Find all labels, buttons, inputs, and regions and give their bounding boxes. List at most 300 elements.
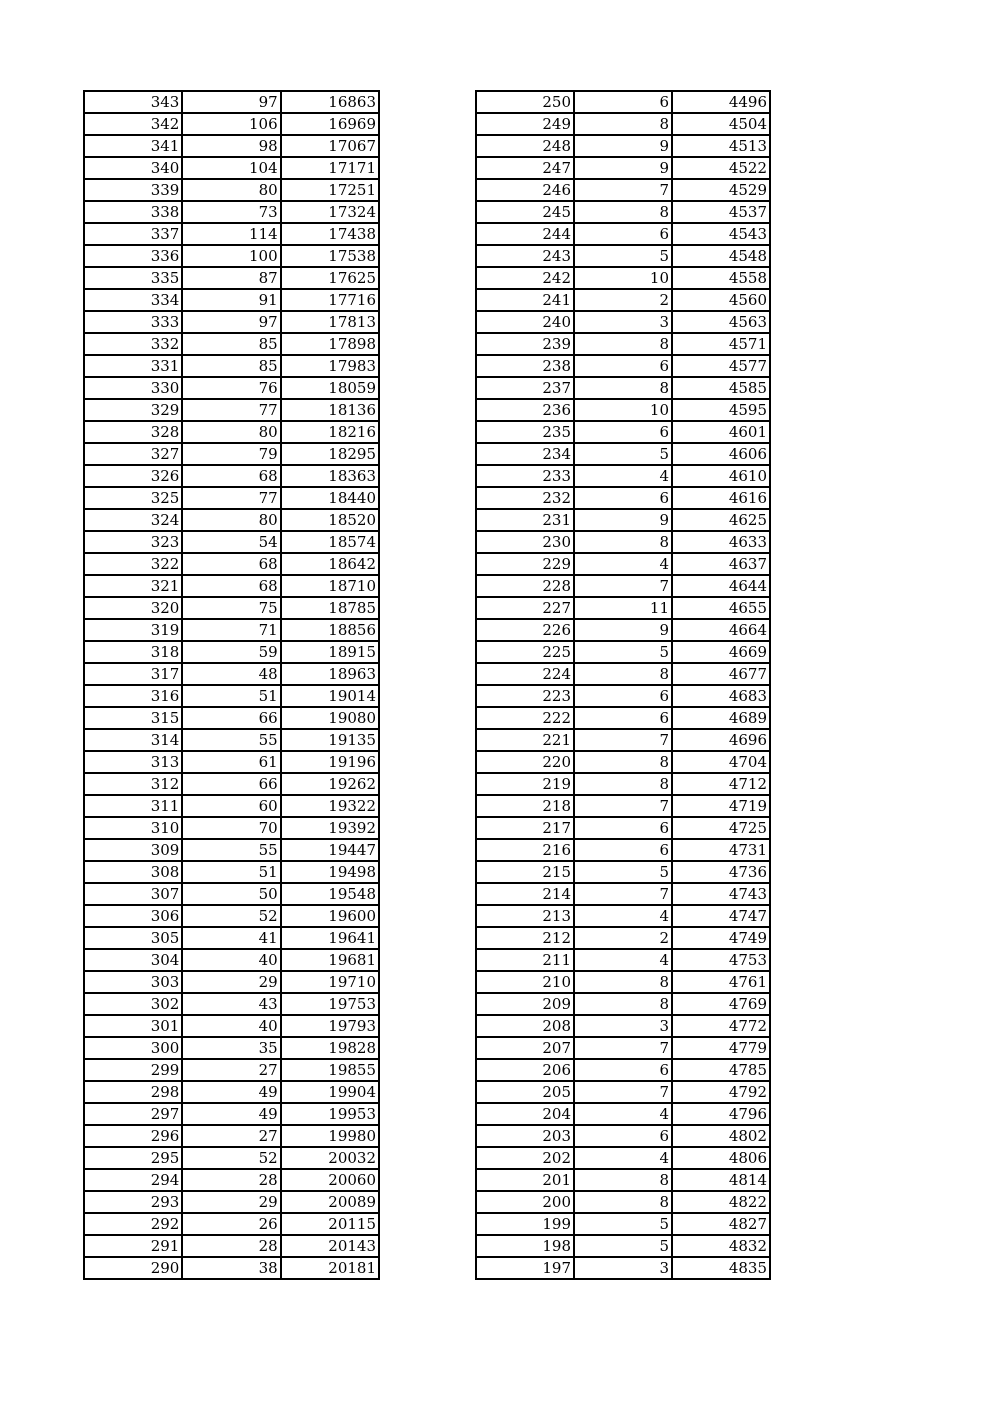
score-cell: 207: [476, 1037, 574, 1059]
score-cell: 333: [84, 311, 182, 333]
count-cell: 51: [182, 861, 280, 883]
score-cell: 230: [476, 531, 574, 553]
table-row: [476, 883, 770, 905]
count-cell: 7: [574, 883, 672, 905]
cumulative-cell: 19392: [281, 817, 379, 839]
count-cell: 106: [182, 113, 280, 135]
score-cell: 250: [476, 91, 574, 113]
cumulative-cell: 19548: [281, 883, 379, 905]
table-row: [476, 113, 770, 135]
cumulative-cell: 19904: [281, 1081, 379, 1103]
count-cell: 8: [574, 1191, 672, 1213]
score-cell: 331: [84, 355, 182, 377]
count-cell: 114: [182, 223, 280, 245]
table-row: [476, 817, 770, 839]
count-cell: 66: [182, 707, 280, 729]
table-row: [84, 245, 379, 267]
table-row: [476, 1213, 770, 1235]
table-row: [476, 1257, 770, 1279]
cumulative-cell: 17983: [281, 355, 379, 377]
table-row: [476, 927, 770, 949]
count-cell: 6: [574, 1125, 672, 1147]
count-cell: 55: [182, 729, 280, 751]
cumulative-cell: 18856: [281, 619, 379, 641]
cumulative-cell: 18295: [281, 443, 379, 465]
count-cell: 7: [574, 729, 672, 751]
count-cell: 70: [182, 817, 280, 839]
count-cell: 6: [574, 223, 672, 245]
table-row: [476, 553, 770, 575]
cumulative-cell: 19980: [281, 1125, 379, 1147]
score-cell: 341: [84, 135, 182, 157]
table-row: [84, 1059, 379, 1081]
cumulative-cell: 4601: [672, 421, 770, 443]
count-cell: 6: [574, 707, 672, 729]
score-cell: 248: [476, 135, 574, 157]
table-row: [476, 619, 770, 641]
cumulative-cell: 19641: [281, 927, 379, 949]
table-row: [84, 729, 379, 751]
score-cell: 308: [84, 861, 182, 883]
score-cell: 309: [84, 839, 182, 861]
score-cell: 224: [476, 663, 574, 685]
count-cell: 6: [574, 1059, 672, 1081]
score-cell: 336: [84, 245, 182, 267]
score-cell: 237: [476, 377, 574, 399]
cumulative-cell: 19828: [281, 1037, 379, 1059]
cumulative-cell: 18363: [281, 465, 379, 487]
table-row: [84, 905, 379, 927]
table-row: [84, 399, 379, 421]
table-row: [84, 91, 379, 113]
count-cell: 8: [574, 751, 672, 773]
score-cell: 245: [476, 201, 574, 223]
count-cell: 97: [182, 91, 280, 113]
score-cell: 342: [84, 113, 182, 135]
cumulative-cell: 17625: [281, 267, 379, 289]
cumulative-cell: 18574: [281, 531, 379, 553]
score-cell: 306: [84, 905, 182, 927]
score-cell: 229: [476, 553, 574, 575]
score-cell: 317: [84, 663, 182, 685]
score-cell: 199: [476, 1213, 574, 1235]
score-cell: 208: [476, 1015, 574, 1037]
score-cell: 236: [476, 399, 574, 421]
table-row: [84, 113, 379, 135]
score-cell: 214: [476, 883, 574, 905]
score-cell: 235: [476, 421, 574, 443]
cumulative-cell: 20060: [281, 1169, 379, 1191]
cumulative-cell: 4616: [672, 487, 770, 509]
count-cell: 59: [182, 641, 280, 663]
score-cell: 234: [476, 443, 574, 465]
cumulative-cell: 4606: [672, 443, 770, 465]
score-cell: 215: [476, 861, 574, 883]
cumulative-cell: 20115: [281, 1213, 379, 1235]
table-row: [84, 443, 379, 465]
cumulative-cell: 17324: [281, 201, 379, 223]
cumulative-cell: 4704: [672, 751, 770, 773]
score-cell: 223: [476, 685, 574, 707]
score-cell: 338: [84, 201, 182, 223]
score-cell: 240: [476, 311, 574, 333]
score-cell: 326: [84, 465, 182, 487]
cumulative-cell: 20089: [281, 1191, 379, 1213]
score-cell: 327: [84, 443, 182, 465]
table-row: [84, 201, 379, 223]
score-cell: 297: [84, 1103, 182, 1125]
count-cell: 68: [182, 553, 280, 575]
table-row: [476, 971, 770, 993]
cumulative-cell: 17067: [281, 135, 379, 157]
score-cell: 312: [84, 773, 182, 795]
cumulative-cell: 19322: [281, 795, 379, 817]
table-row: [84, 707, 379, 729]
score-cell: 242: [476, 267, 574, 289]
cumulative-cell: 4529: [672, 179, 770, 201]
table-row: [476, 377, 770, 399]
count-cell: 6: [574, 817, 672, 839]
cumulative-cell: 20181: [281, 1257, 379, 1279]
cumulative-cell: 20032: [281, 1147, 379, 1169]
score-cell: 220: [476, 751, 574, 773]
score-cell: 244: [476, 223, 574, 245]
count-cell: 8: [574, 993, 672, 1015]
table-row: [476, 993, 770, 1015]
table-row: [476, 707, 770, 729]
count-cell: 48: [182, 663, 280, 685]
count-cell: 49: [182, 1103, 280, 1125]
cumulative-cell: 18216: [281, 421, 379, 443]
cumulative-cell: 4743: [672, 883, 770, 905]
cumulative-cell: 18136: [281, 399, 379, 421]
count-cell: 100: [182, 245, 280, 267]
table-row: [84, 1169, 379, 1191]
table-row: [476, 289, 770, 311]
score-cell: 293: [84, 1191, 182, 1213]
table-row: [476, 223, 770, 245]
cumulative-cell: 4513: [672, 135, 770, 157]
cumulative-cell: 18440: [281, 487, 379, 509]
score-cell: 324: [84, 509, 182, 531]
table-row: [476, 531, 770, 553]
table-row: [84, 663, 379, 685]
score-cell: 301: [84, 1015, 182, 1037]
table-row: [476, 1081, 770, 1103]
table-row: [476, 795, 770, 817]
count-cell: 104: [182, 157, 280, 179]
table-row: [84, 179, 379, 201]
cumulative-cell: 4664: [672, 619, 770, 641]
table-row: [476, 751, 770, 773]
score-table-right: [475, 90, 771, 1280]
score-cell: 304: [84, 949, 182, 971]
count-cell: 8: [574, 201, 672, 223]
count-cell: 2: [574, 927, 672, 949]
score-cell: 210: [476, 971, 574, 993]
count-cell: 38: [182, 1257, 280, 1279]
count-cell: 79: [182, 443, 280, 465]
score-cell: 232: [476, 487, 574, 509]
cumulative-cell: 4496: [672, 91, 770, 113]
score-cell: 302: [84, 993, 182, 1015]
score-cell: 330: [84, 377, 182, 399]
score-cell: 325: [84, 487, 182, 509]
count-cell: 29: [182, 971, 280, 993]
table-row: [84, 927, 379, 949]
table-row: [476, 1125, 770, 1147]
score-cell: 305: [84, 927, 182, 949]
count-cell: 8: [574, 773, 672, 795]
count-cell: 6: [574, 839, 672, 861]
score-cell: 231: [476, 509, 574, 531]
cumulative-cell: 4725: [672, 817, 770, 839]
table-row: [84, 773, 379, 795]
count-cell: 7: [574, 179, 672, 201]
table-row: [84, 1191, 379, 1213]
table-row: [84, 971, 379, 993]
table-row: [476, 443, 770, 465]
count-cell: 68: [182, 465, 280, 487]
cumulative-cell: 19600: [281, 905, 379, 927]
count-cell: 35: [182, 1037, 280, 1059]
table-row: [84, 597, 379, 619]
cumulative-cell: 19855: [281, 1059, 379, 1081]
cumulative-cell: 20143: [281, 1235, 379, 1257]
count-cell: 9: [574, 157, 672, 179]
score-cell: 320: [84, 597, 182, 619]
count-cell: 75: [182, 597, 280, 619]
score-cell: 314: [84, 729, 182, 751]
score-cell: 294: [84, 1169, 182, 1191]
score-cell: 337: [84, 223, 182, 245]
count-cell: 27: [182, 1125, 280, 1147]
count-cell: 49: [182, 1081, 280, 1103]
cumulative-cell: 4814: [672, 1169, 770, 1191]
score-cell: 201: [476, 1169, 574, 1191]
table-row: [476, 91, 770, 113]
table-row: [84, 839, 379, 861]
count-cell: 61: [182, 751, 280, 773]
cumulative-cell: 17813: [281, 311, 379, 333]
cumulative-cell: 4772: [672, 1015, 770, 1037]
count-cell: 71: [182, 619, 280, 641]
count-cell: 6: [574, 355, 672, 377]
cumulative-cell: 4677: [672, 663, 770, 685]
cumulative-cell: 17898: [281, 333, 379, 355]
cumulative-cell: 4522: [672, 157, 770, 179]
table-row: [476, 663, 770, 685]
cumulative-cell: 4792: [672, 1081, 770, 1103]
count-cell: 40: [182, 1015, 280, 1037]
count-cell: 91: [182, 289, 280, 311]
score-cell: 303: [84, 971, 182, 993]
cumulative-cell: 4571: [672, 333, 770, 355]
cumulative-cell: 4558: [672, 267, 770, 289]
count-cell: 8: [574, 1169, 672, 1191]
table-row: [476, 1147, 770, 1169]
cumulative-cell: 19262: [281, 773, 379, 795]
cumulative-cell: 4548: [672, 245, 770, 267]
table-row: [476, 575, 770, 597]
count-cell: 7: [574, 795, 672, 817]
table-row: [84, 509, 379, 531]
score-cell: 202: [476, 1147, 574, 1169]
cumulative-cell: 17171: [281, 157, 379, 179]
count-cell: 4: [574, 905, 672, 927]
score-cell: 197: [476, 1257, 574, 1279]
score-table-left-body: [84, 91, 379, 1279]
cumulative-cell: 4736: [672, 861, 770, 883]
table-row: [476, 399, 770, 421]
table-row: [476, 1235, 770, 1257]
table-row: [476, 685, 770, 707]
table-row: [84, 575, 379, 597]
count-cell: 6: [574, 685, 672, 707]
score-cell: 339: [84, 179, 182, 201]
count-cell: 6: [574, 421, 672, 443]
count-cell: 80: [182, 179, 280, 201]
table-row: [84, 751, 379, 773]
count-cell: 66: [182, 773, 280, 795]
cumulative-cell: 4827: [672, 1213, 770, 1235]
table-row: [476, 1191, 770, 1213]
score-cell: 323: [84, 531, 182, 553]
cumulative-cell: 4731: [672, 839, 770, 861]
count-cell: 28: [182, 1169, 280, 1191]
table-row: [84, 223, 379, 245]
cumulative-cell: 18059: [281, 377, 379, 399]
count-cell: 28: [182, 1235, 280, 1257]
cumulative-cell: 18785: [281, 597, 379, 619]
table-row: [84, 487, 379, 509]
cumulative-cell: 4802: [672, 1125, 770, 1147]
cumulative-cell: 19953: [281, 1103, 379, 1125]
cumulative-cell: 19196: [281, 751, 379, 773]
table-row: [84, 289, 379, 311]
table-row: [476, 1169, 770, 1191]
count-cell: 3: [574, 1015, 672, 1037]
cumulative-cell: 4753: [672, 949, 770, 971]
cumulative-cell: 4537: [672, 201, 770, 223]
table-row: [476, 201, 770, 223]
count-cell: 5: [574, 1213, 672, 1235]
table-row: [476, 1103, 770, 1125]
count-cell: 10: [574, 267, 672, 289]
cumulative-cell: 19753: [281, 993, 379, 1015]
count-cell: 43: [182, 993, 280, 1015]
cumulative-cell: 17716: [281, 289, 379, 311]
score-cell: 318: [84, 641, 182, 663]
count-cell: 8: [574, 377, 672, 399]
table-row: [476, 949, 770, 971]
score-cell: 238: [476, 355, 574, 377]
score-cell: 315: [84, 707, 182, 729]
count-cell: 8: [574, 971, 672, 993]
count-cell: 7: [574, 1081, 672, 1103]
table-row: [84, 993, 379, 1015]
count-cell: 7: [574, 1037, 672, 1059]
cumulative-cell: 4769: [672, 993, 770, 1015]
score-cell: 321: [84, 575, 182, 597]
score-cell: 221: [476, 729, 574, 751]
table-row: [476, 597, 770, 619]
cumulative-cell: 4644: [672, 575, 770, 597]
count-cell: 6: [574, 91, 672, 113]
table-row: [84, 619, 379, 641]
table-row: [84, 1037, 379, 1059]
count-cell: 85: [182, 333, 280, 355]
table-row: [84, 949, 379, 971]
table-row: [476, 355, 770, 377]
score-cell: 328: [84, 421, 182, 443]
score-cell: 292: [84, 1213, 182, 1235]
table-row: [84, 135, 379, 157]
cumulative-cell: 4749: [672, 927, 770, 949]
cumulative-cell: 4637: [672, 553, 770, 575]
table-row: [476, 333, 770, 355]
table-row: [84, 157, 379, 179]
table-row: [84, 641, 379, 663]
cumulative-cell: 4832: [672, 1235, 770, 1257]
score-cell: 340: [84, 157, 182, 179]
cumulative-cell: 18642: [281, 553, 379, 575]
cumulative-cell: 4779: [672, 1037, 770, 1059]
table-row: [84, 1015, 379, 1037]
count-cell: 50: [182, 883, 280, 905]
cumulative-cell: 4577: [672, 355, 770, 377]
count-cell: 5: [574, 443, 672, 465]
cumulative-cell: 19014: [281, 685, 379, 707]
score-cell: 218: [476, 795, 574, 817]
table-row: [476, 729, 770, 751]
score-cell: 316: [84, 685, 182, 707]
count-cell: 54: [182, 531, 280, 553]
cumulative-cell: 4655: [672, 597, 770, 619]
table-row: [84, 1103, 379, 1125]
table-row: [476, 179, 770, 201]
cumulative-cell: 4747: [672, 905, 770, 927]
score-cell: 295: [84, 1147, 182, 1169]
cumulative-cell: 18963: [281, 663, 379, 685]
count-cell: 41: [182, 927, 280, 949]
count-cell: 40: [182, 949, 280, 971]
cumulative-cell: 4563: [672, 311, 770, 333]
cumulative-cell: 18520: [281, 509, 379, 531]
score-cell: 319: [84, 619, 182, 641]
score-cell: 322: [84, 553, 182, 575]
table-row: [84, 311, 379, 333]
score-cell: 226: [476, 619, 574, 641]
cumulative-cell: 4625: [672, 509, 770, 531]
count-cell: 87: [182, 267, 280, 289]
table-row: [84, 1125, 379, 1147]
table-row: [476, 1037, 770, 1059]
count-cell: 26: [182, 1213, 280, 1235]
score-cell: 298: [84, 1081, 182, 1103]
table-row: [476, 267, 770, 289]
score-cell: 334: [84, 289, 182, 311]
score-cell: 291: [84, 1235, 182, 1257]
score-cell: 313: [84, 751, 182, 773]
count-cell: 8: [574, 113, 672, 135]
table-row: [476, 157, 770, 179]
count-cell: 5: [574, 1235, 672, 1257]
count-cell: 8: [574, 333, 672, 355]
cumulative-cell: 16863: [281, 91, 379, 113]
count-cell: 52: [182, 905, 280, 927]
count-cell: 29: [182, 1191, 280, 1213]
